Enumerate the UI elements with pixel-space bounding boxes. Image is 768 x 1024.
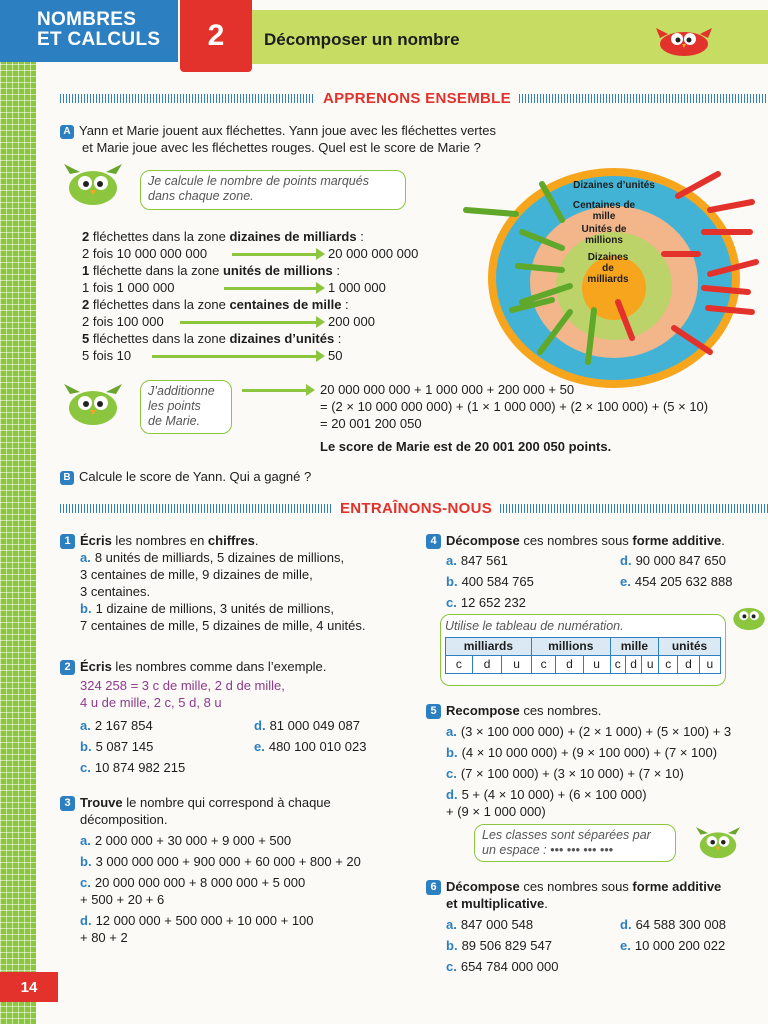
- zone-3-arrow: [180, 321, 318, 324]
- apprenons-header: [60, 90, 768, 106]
- green-owl-mascot-4-icon: [696, 826, 740, 860]
- ring-label-centaines-1: Centaines de: [572, 200, 636, 211]
- ex6-rest: ces nombres sous: [519, 879, 633, 894]
- apprenons-title: APPRENONS ENSEMBLE: [323, 89, 511, 107]
- ex2-item-b: b. 5 087 145: [80, 739, 154, 754]
- col-u: u: [699, 656, 720, 674]
- bubble-calc-points: [140, 170, 406, 210]
- zone-1-arrow: [232, 253, 318, 256]
- bubble-2-line-1: J’additionne: [148, 384, 215, 398]
- ex4-verb: Décompose: [446, 533, 520, 548]
- hatch-left-2: [60, 504, 332, 513]
- class-unites: unités: [659, 638, 721, 656]
- ex4-item-a: a. 847 561: [446, 553, 508, 568]
- ex1-verb: Écris: [80, 533, 112, 548]
- class-mille: mille: [610, 638, 658, 656]
- ex4-hint: Utilise le tableau de numération.: [445, 619, 624, 633]
- ex4-end: .: [721, 533, 725, 548]
- green-owl-mascot-3-icon: [730, 598, 768, 636]
- ex5-d-1: d. 5 + (4 × 10 000) + (6 × 100 000): [446, 787, 647, 802]
- ex2-item-c: c. 10 874 982 215: [80, 760, 186, 775]
- ex5-hint-2: un espace : ••• ••• ••• •••: [482, 843, 614, 857]
- col-c: c: [610, 656, 625, 674]
- ex5-rest: ces nombres.: [519, 703, 602, 718]
- sum-line-3: = 20 001 200 050: [320, 416, 422, 431]
- ex2-item-a: a. 2 167 854: [80, 718, 153, 733]
- ex3-c-1: c. 20 000 000 000 + 8 000 000 + 5 000: [80, 875, 306, 890]
- lesson-title: Décomposer un nombre: [264, 30, 460, 49]
- exercise-3: [60, 794, 420, 946]
- col-u: u: [502, 656, 531, 674]
- ex2-example-2: 4 u de mille, 2 c, 5 d, 8 u: [80, 695, 222, 710]
- ring-label-dizaines-2: de: [602, 263, 614, 274]
- sum-conclusion: Le score de Marie est de 20 001 200 050 points.: [320, 439, 612, 454]
- ex1-a-2: 3 centaines de mille, 9 dizaines de mille,: [80, 567, 313, 582]
- ring-label-unites-1: Unités de: [581, 224, 627, 235]
- zone-3-result: 200 000: [328, 314, 375, 329]
- dart-target-illustration: [452, 162, 768, 388]
- zone-1-calc-text: 2 fois 10 000 000 000: [82, 246, 208, 261]
- hatch-left: [60, 94, 315, 103]
- hatch-right-2: [500, 504, 768, 513]
- sum-arrow: [242, 389, 308, 392]
- ex5-number: 5: [426, 704, 441, 719]
- ring-label-centaines-2: mille: [592, 211, 616, 222]
- ex1-end: .: [254, 533, 259, 548]
- ex4-item-d: d. 90 000 847 650: [620, 553, 726, 568]
- ex2-example-1: 324 258 = 3 c de mille, 2 d de mille,: [80, 678, 285, 693]
- col-d: d: [472, 656, 501, 674]
- class-milliards: milliards: [446, 638, 532, 656]
- bubble-1-line-1: Je calcule le nombre de points marqués: [148, 174, 369, 188]
- zone-1-result: 20 000 000 000: [328, 246, 419, 261]
- ex6-bold-2: et multiplicative: [446, 896, 545, 911]
- bubble-2-line-3: de Marie.: [148, 414, 201, 428]
- ex1-rest: les nombres en: [111, 533, 208, 548]
- zone-4-arrow: [152, 355, 318, 358]
- exercise-6: [426, 878, 768, 912]
- ex6-bold-1: forme additive: [632, 879, 722, 894]
- ex3-d-1: d. 12 000 000 + 500 000 + 10 000 + 100: [80, 913, 314, 928]
- red-bird-mascot-icon: [656, 24, 712, 58]
- page-number: 14: [0, 972, 58, 1002]
- zone-2-calc-text: 1 fois 1 000 000: [82, 280, 175, 295]
- ex1-b-2: 7 centaines de mille, 5 dizaines de mille, 4 unités.: [80, 618, 366, 633]
- ex1-a-3: 3 centaines.: [80, 584, 151, 599]
- ex3-c-2: + 500 + 20 + 6: [80, 892, 165, 907]
- ex3-b: b. 3 000 000 000 + 900 000 + 60 000 + 800 + 20: [80, 854, 361, 869]
- zone-3-calc-text: 2 fois 100 000: [82, 314, 164, 329]
- ring-label-unites-2: millions: [585, 235, 623, 246]
- task-a-line-2: et Marie joue avec les fléchettes rouges. Quel est le score de Marie ?: [82, 140, 481, 155]
- ex2-item-d: d. 81 000 049 087: [254, 718, 360, 733]
- entrainons-title: ENTRAÎNONS-NOUS: [340, 499, 493, 517]
- bubble-add-points: [140, 380, 232, 434]
- ex1-number: 1: [60, 534, 75, 549]
- ex4-bold: forme additive: [632, 533, 722, 548]
- ex3-rest-2: décomposition.: [80, 812, 168, 827]
- ex3-verb: Trouve: [80, 795, 123, 810]
- ex5-c: c. (7 × 100 000) + (3 × 10 000) + (7 × 10): [446, 766, 684, 781]
- numeration-table: [445, 637, 721, 674]
- ex1-bold: chiffres: [207, 533, 255, 548]
- col-u: u: [642, 656, 659, 674]
- class-millions: millions: [531, 638, 610, 656]
- ex6-verb: Décompose: [446, 879, 520, 894]
- task-a: [60, 122, 580, 156]
- chapter-line-1: NOMBRES: [37, 9, 137, 30]
- ex3-number: 3: [60, 796, 75, 811]
- ex1-a-1: a. 8 unités de milliards, 5 dizaines de millions,: [80, 550, 345, 565]
- ex5-verb: Recompose: [446, 703, 520, 718]
- ex5-d-2: + (9 × 1 000 000): [446, 804, 546, 819]
- zone-2-result: 1 000 000: [328, 280, 386, 295]
- ex3-a: a. 2 000 000 + 30 000 + 9 000 + 500: [80, 833, 292, 848]
- sum-block: [320, 381, 760, 455]
- col-c: c: [531, 656, 556, 674]
- ex5-hint-1: Les classes sont séparées par: [482, 828, 651, 842]
- exercise-4: [426, 532, 768, 549]
- ex2-item-e: e. 480 100 010 023: [254, 739, 367, 754]
- bubble-2-line-2: les points: [148, 399, 201, 413]
- exercise-1: [60, 532, 420, 634]
- ex4-item-c: c. 12 652 232: [446, 595, 526, 610]
- zone-2-heading: 1 fléchette dans la zone unités de millions :: [82, 263, 340, 278]
- task-b: [60, 468, 311, 485]
- hatch-right: [519, 94, 768, 103]
- ex1-b-1: b. 1 dizaine de millions, 3 unités de millions,: [80, 601, 335, 616]
- ex6-item-d: d. 64 588 300 008: [620, 917, 726, 932]
- ring-label-dizaines-1: Dizaines: [587, 252, 629, 263]
- ex4-item-b: b. 400 584 765: [446, 574, 534, 589]
- ex6-item-c: c. 654 784 000 000: [446, 959, 559, 974]
- col-d: d: [556, 656, 583, 674]
- ex6-number: 6: [426, 880, 441, 895]
- side-grid-strip: [0, 40, 36, 1024]
- sum-line-1: 20 000 000 000 + 1 000 000 + 200 000 + 50: [320, 382, 575, 397]
- zone-1-heading: 2 fléchettes dans la zone dizaines de milliards :: [82, 229, 364, 244]
- exercise-2: [60, 658, 420, 711]
- col-c: c: [446, 656, 473, 674]
- ex6-item-b: b. 89 506 829 547: [446, 938, 552, 953]
- col-d: d: [625, 656, 642, 674]
- ex4-item-e: e. 454 205 632 888: [620, 574, 733, 589]
- ex2-number: 2: [60, 660, 75, 675]
- zone-4-calc-text: 5 fois 10: [82, 348, 132, 363]
- chapter-label: [0, 0, 178, 62]
- ex2-verb: Écris: [80, 659, 112, 674]
- ex6-item-a: a. 847 000 548: [446, 917, 534, 932]
- ring-label-dizaines-unites: Dizaines d’unités: [573, 180, 655, 191]
- sum-line-2: = (2 × 10 000 000 000) + (1 × 1 000 000) + (2 × 100 000) + (5 × 10): [320, 399, 709, 414]
- ex4-number: 4: [426, 534, 441, 549]
- chapter-line-2: ET CALCULS: [37, 29, 161, 50]
- task-b-tag: B: [60, 471, 74, 485]
- col-u: u: [583, 656, 610, 674]
- ex3-rest-1: le nombre qui correspond à chaque: [122, 795, 331, 810]
- numeration-table-bubble: [440, 614, 726, 686]
- zone-3-heading: 2 fléchettes dans la zone centaines de mille :: [82, 297, 349, 312]
- ex5-a: a. (3 × 100 000 000) + (2 × 1 000) + (5 × 100) + 3: [446, 724, 732, 739]
- zone-2-arrow: [224, 287, 318, 290]
- ex6-end: .: [544, 896, 548, 911]
- green-owl-mascot-2-icon: [64, 384, 122, 426]
- task-a-line-1: Yann et Marie jouent aux fléchettes. Yann joue avec les fléchettes vertes: [79, 123, 496, 138]
- col-c: c: [659, 656, 678, 674]
- ex4-rest: ces nombres sous: [519, 533, 633, 548]
- exercise-5: [426, 702, 768, 820]
- classes-hint-bubble: [474, 824, 676, 862]
- zone-4-result: 50: [328, 348, 343, 363]
- ex2-rest: les nombres comme dans l’exemple.: [111, 659, 327, 674]
- green-owl-mascot-icon: [64, 164, 122, 206]
- ex5-b: b. (4 × 10 000 000) + (9 × 100 000) + (7 × 100): [446, 745, 718, 760]
- entrainons-header: [60, 500, 768, 516]
- zone-4-heading: 5 fléchettes dans la zone dizaines d’unités :: [82, 331, 342, 346]
- ex3-d-2: + 80 + 2: [80, 930, 128, 945]
- col-d: d: [678, 656, 699, 674]
- task-b-text: Calcule le score de Yann. Qui a gagné ?: [79, 469, 312, 484]
- ex6-item-e: e. 10 000 200 022: [620, 938, 726, 953]
- ring-label-dizaines-3: milliards: [587, 274, 629, 285]
- bubble-1-line-2: dans chaque zone.: [148, 189, 254, 203]
- lesson-number: 2: [180, 0, 252, 72]
- task-a-tag: A: [60, 125, 74, 139]
